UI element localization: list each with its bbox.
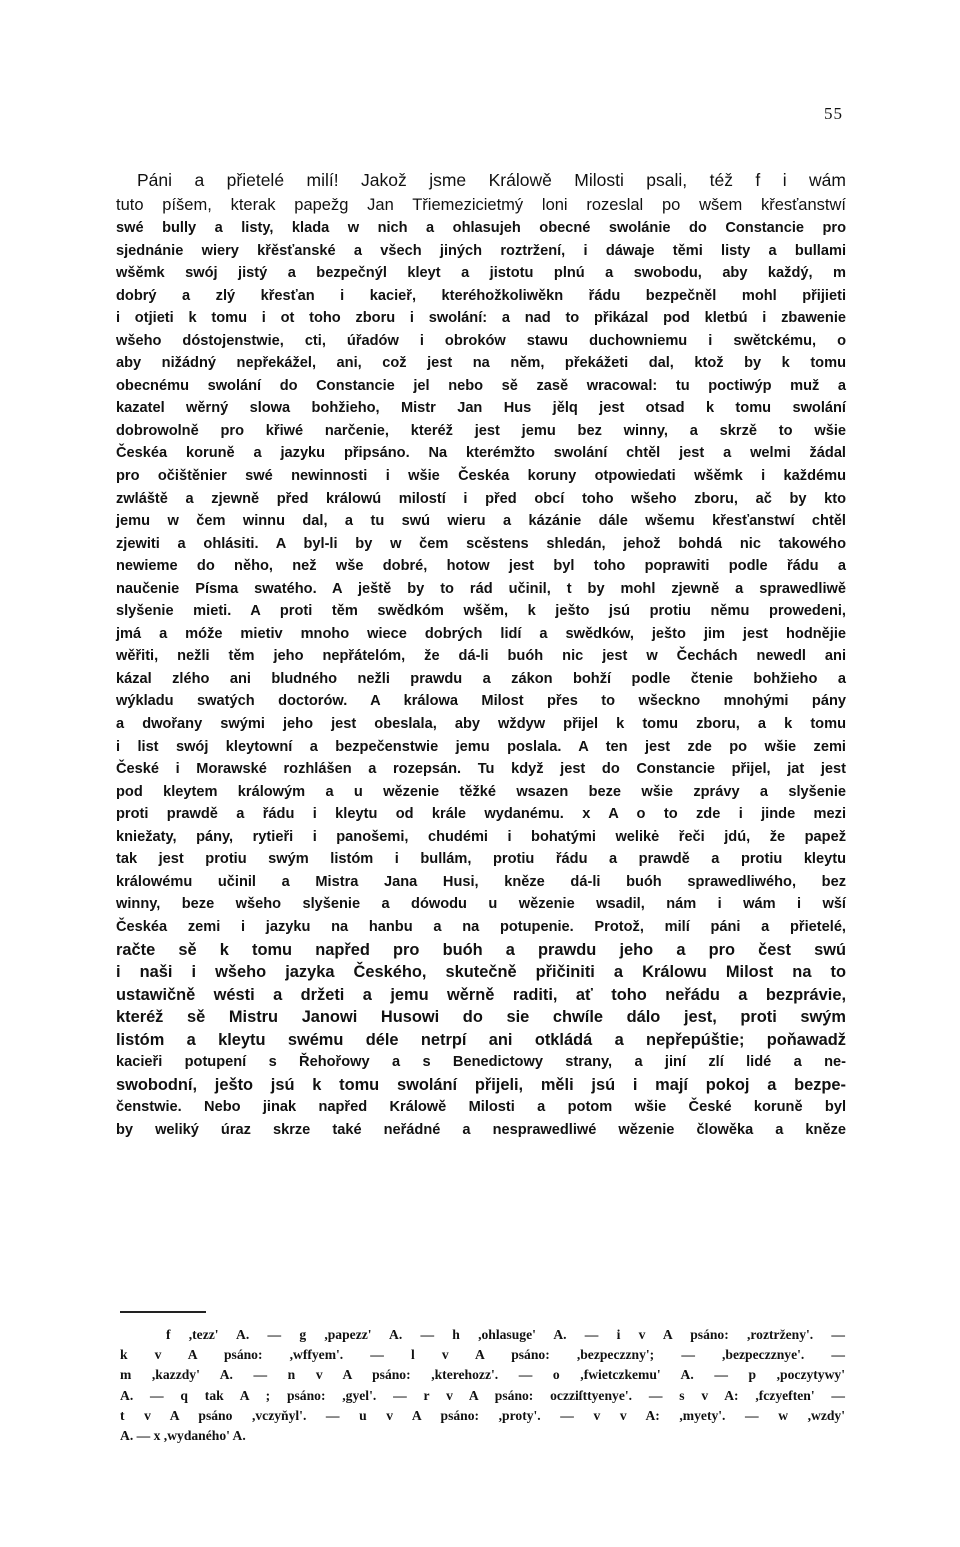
body-line: tuto píšem, kterak papežg Jan Třiemezicietmý loni rozeslal po wšem křesťanstwí — [116, 196, 846, 214]
body-line: wšěmk swój jistý a bezpečnýl kleyt a jistotu plnú a swobodu, aby každý, m — [116, 265, 846, 282]
body-line: sjednánie wiery křěsťanské a všech jiných roztržení, i dáwaje těmi listy a bullami — [116, 242, 846, 259]
footnote-line: m ,kazzdy' A. — n v A psáno: ,kterehozz'. — o ,fwietczkemu' A. — p ,poczytywy' — [120, 1367, 845, 1383]
body-line: i otjieti k tomu i ot toho zboru i swolání: a nad to přikázal pod kletbú i zbawenie — [116, 310, 846, 327]
body-line: proti prawdě a řádu i kleytu od krále wydanému. x A o to zde i jinde mezi — [116, 806, 846, 823]
body-line: Českéa koruně a jazyku připsáno. Na kterémžto swolání chtěl jest a welmi žádal — [116, 445, 846, 462]
footnote-divider — [120, 1311, 206, 1313]
body-line: naučenie Písma swatého. A ještě by to rád učinil, t by mohl zjewně a sprawedliwě — [116, 580, 846, 597]
body-line: a dwořany swými jeho jest obeslala, aby wždyw přijel k tomu zboru, a k tomu — [116, 716, 846, 733]
page-number: 55 — [824, 104, 843, 123]
body-line: wýkladu swatých doctorów. A králowa Milost přes to wšecknо mnohými pány — [116, 693, 846, 710]
body-line: slyšenie mieti. A proti těm swědkóm wšěm, k ješto jsú protiu němu prowedeni, — [116, 603, 846, 620]
body-line: kázal zlého ani bludného nežli prawdu a zákon bohží podle čtenie bohžieho a — [116, 670, 846, 687]
body-line: králowému učinil a Mistra Jana Husi, kněze dá-li buóh sprawedliwého, bez — [116, 873, 846, 890]
body-line: listóm a kleytu swému déle netrpí ani otkládá a nepřepúštie; poňawadž — [116, 1030, 846, 1049]
body-line: kteréž sě Mistru Janowi Husowi do sie chwíle dálo jest, proti swým — [116, 1008, 846, 1027]
body-line: jmá a móže mietiv mnoho wiece dobrých lidí a swědków, ješto jim jest hodnějie — [116, 625, 846, 642]
body-line: i naši i wšeho jazyka Českého, skutečně přičiniti a Králowu Milost na to — [116, 963, 846, 982]
footnote-line: f ,tezz' A. — g ,papezz' A. — h ,ohlasuge' A. — i v A psáno: ,roztrženy'. — — [166, 1327, 845, 1342]
body-line: zjewiti a ohlásiti. A byl-li by w čem scěstens shledán, jehož bohdá nic takowého — [116, 535, 846, 552]
body-line: kacieři potupení s Řehořowy a s Benedictowy strany, a jiní zlí lidé a ne- — [116, 1054, 846, 1071]
body-line: čenstwie. Nebo jinak napřed Králowě Milosti a potom wšie České koruně byl — [116, 1099, 846, 1116]
body-line: swobodní, ješto jsú k tomu swolání přijeli, měli jsú i mají pokoj a bezpe- — [116, 1075, 846, 1094]
body-text — [116, 167, 846, 1141]
body-line: kazatel wěrný slowa bohžieho, Mistr Jan Hus jělq jest otsad k tomu swolání — [116, 400, 846, 417]
body-line: pod kleytem králowým a u wězenie těžké wsazen beze wšie zprávy a slyšenie — [116, 783, 846, 800]
body-line: jemu w čem winnu dal, a tu swú wieru a kázánie dále wšemu křesťanstwí chtěl — [116, 513, 846, 530]
footnotes — [120, 1325, 845, 1446]
body-line: newieme do něho, než wše dobré, hotow jest byl toho poprawiti podle řádu a — [116, 558, 846, 575]
body-line: wěřiti, nežli těm jeho nepřátelóm, že dá-li buóh nic jest w Čechách newedl ani — [116, 648, 846, 665]
body-line: winny, beze wšeho slyšenie a dówodu u wězenie wsadil, nám i wám i wší — [116, 896, 846, 913]
body-line: swé bully a listy, klada w nich a ohlasujeh obecné swolánie do Constancie pro — [116, 220, 846, 236]
body-line: wšeho dóstojenstwie, cti, úřadów i obroków stawu duchowniemu i swětckému, o — [116, 332, 846, 349]
body-line: obecnému swolání do Constancie jel nebo sě zasě wracowal: tu poctiwýp muž a — [116, 377, 846, 394]
body-line: kniežaty, pány, rytieři i panošemi, chudémi i bohatými welikė řeči jdú, že papež — [116, 828, 846, 845]
footnote-line: k v A psáno: ,wffyem'. — l v A psáno: ,bezpeczzny'; — ,bezpeczznye'. — — [120, 1347, 845, 1363]
body-line: tak jest protiu swým listóm i bullám, protiu řádu a prawdě a protiu kleytu — [116, 851, 846, 868]
body-line: ustawičně wésti a držeti a jemu wěrně raditi, ať toho neřádu a bezprávie, — [116, 985, 846, 1004]
body-line: i list swój kleytowní a bezpečenstwie jemu poslala. A ten jest zde po wšie zemi — [116, 738, 846, 755]
body-line: dobrowolně pro křiwé narčenie, kteréž jest jemu bez winny, a skrzě to wšie — [116, 422, 846, 439]
footnote-line: A. — q tak A ; psáno: ,gyel'. — r v A psáno: oczziſttyenye'. — s v A: ,fczyeften' — — [120, 1387, 845, 1403]
body-line: pro očištěnier swé newinnosti i wšie Českéa koruny otpowiedati wšěmk i každému — [116, 468, 846, 485]
footnote-line: A. — x ,wydaného' A. — [120, 1427, 246, 1443]
body-line: Páni a přietelé milí! Jakož jsme Králowě Milosti psali, též f i wám — [137, 170, 846, 190]
body-line: by weliký úraz skrze také neřádné a nesprawedliwé wězenie člowěka a kněze — [116, 1121, 846, 1138]
body-line: aby nižádný nepřekážel, ani, což jest na něm, překážeti dal, ktož by k tomu — [116, 355, 846, 372]
body-line: dobrý a zlý křesťan i kacieř, kteréhožkoliwěkn řádu bezpečněl mohl přijieti — [116, 287, 846, 304]
footnote-line: t v A psáno ,vczyňyl'. — u v A psáno: ,proty'. — v v A: ,myety'. — w ,wzdy' — [120, 1407, 845, 1423]
body-line: račte sě k tomu napřed pro buóh a prawdu jeho a pro čest swú — [116, 940, 846, 959]
body-line: České i Morawské rozhlášen a rozepsán. Tu když jest do Constancie přijel, jat jest — [116, 761, 846, 778]
body-line: Českéa zemi i jazyku na hanbu a na potupenie. Protož, milí páni a přietelé, — [116, 918, 846, 935]
body-line: zwláště a zjewně před králowú milostí i před obcí toho wšeho zboru, ač by kto — [116, 490, 846, 507]
